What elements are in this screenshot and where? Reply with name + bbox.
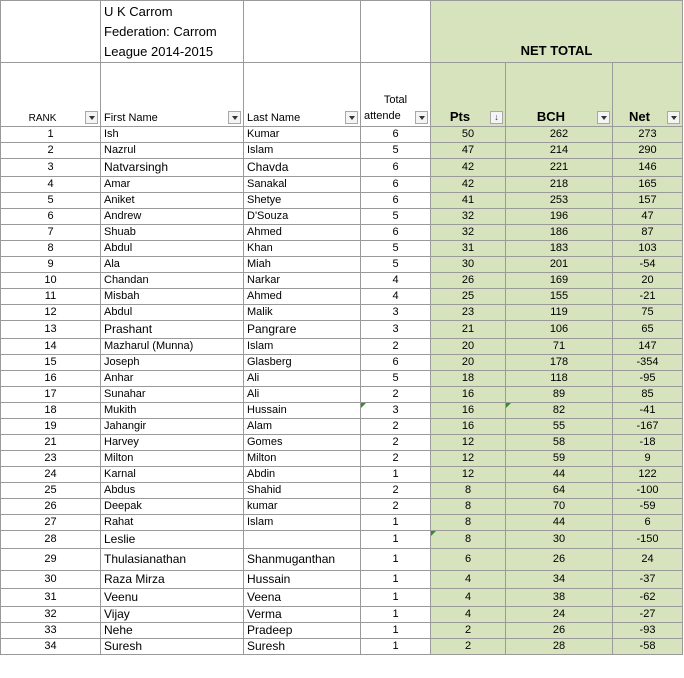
bch-cell[interactable]: 178 bbox=[506, 355, 613, 371]
net-cell[interactable]: -167 bbox=[613, 419, 683, 435]
last-name-cell[interactable]: Islam bbox=[244, 339, 361, 355]
attended-cell[interactable]: 4 bbox=[361, 273, 431, 289]
attended-cell[interactable]: 1 bbox=[361, 607, 431, 623]
last-name-cell[interactable]: Kumar bbox=[244, 127, 361, 143]
table-row bbox=[1, 607, 683, 623]
bch-filter-button[interactable] bbox=[597, 111, 610, 124]
pts-cell[interactable]: 16 bbox=[431, 387, 506, 403]
table-row bbox=[1, 355, 683, 371]
pts-cell[interactable]: 4 bbox=[431, 589, 506, 607]
first-name-cell[interactable]: Abdul bbox=[101, 241, 244, 257]
pts-cell[interactable]: 26 bbox=[431, 273, 506, 289]
last-name-cell[interactable]: Hussain bbox=[244, 403, 361, 419]
pts-cell[interactable]: 12 bbox=[431, 435, 506, 451]
first-name-header[interactable] bbox=[101, 63, 244, 127]
bch-cell[interactable]: 28 bbox=[506, 639, 613, 655]
pts-cell[interactable]: 31 bbox=[431, 241, 506, 257]
bch-cell[interactable]: 34 bbox=[506, 571, 613, 589]
table-row bbox=[1, 589, 683, 607]
first-name-cell[interactable]: Milton bbox=[101, 451, 244, 467]
rank-cell[interactable]: 23 bbox=[1, 451, 101, 467]
bch-cell[interactable]: 169 bbox=[506, 273, 613, 289]
pts-cell[interactable]: 8 bbox=[431, 531, 506, 549]
bch-cell[interactable]: 218 bbox=[506, 177, 613, 193]
last-name-cell[interactable]: Milton bbox=[244, 451, 361, 467]
bch-cell[interactable]: 26 bbox=[506, 623, 613, 639]
net-cell[interactable]: -100 bbox=[613, 483, 683, 499]
rank-cell[interactable]: 30 bbox=[1, 571, 101, 589]
attended-cell[interactable]: 2 bbox=[361, 483, 431, 499]
bch-cell[interactable]: 70 bbox=[506, 499, 613, 515]
bch-cell[interactable]: 44 bbox=[506, 515, 613, 531]
last-name-cell[interactable]: D'Souza bbox=[244, 209, 361, 225]
pts-sort-filter-button[interactable] bbox=[490, 111, 503, 124]
rank-cell[interactable]: 26 bbox=[1, 499, 101, 515]
attended-cell[interactable]: 2 bbox=[361, 435, 431, 451]
bch-header-label: BCH bbox=[536, 109, 566, 124]
rank-cell[interactable]: 34 bbox=[1, 639, 101, 655]
bch-cell[interactable]: 262 bbox=[506, 127, 613, 143]
pts-cell[interactable]: 8 bbox=[431, 483, 506, 499]
attended-cell[interactable]: 5 bbox=[361, 209, 431, 225]
last-name-cell[interactable]: kumar bbox=[244, 499, 361, 515]
pts-cell[interactable]: 12 bbox=[431, 451, 506, 467]
first-name-cell[interactable]: Rahat bbox=[101, 515, 244, 531]
first-name-cell[interactable]: Anhar bbox=[101, 371, 244, 387]
attended-cell[interactable]: 2 bbox=[361, 419, 431, 435]
rank-cell[interactable]: 16 bbox=[1, 371, 101, 387]
title-blank-cell[interactable] bbox=[1, 1, 101, 63]
last-name-cell[interactable]: Shanmuganthan bbox=[244, 549, 361, 571]
rank-cell[interactable]: 10 bbox=[1, 273, 101, 289]
dropdown-arrow-icon bbox=[89, 116, 95, 120]
pts-cell[interactable]: 8 bbox=[431, 499, 506, 515]
attended-cell[interactable]: 1 bbox=[361, 571, 431, 589]
rank-cell[interactable]: 5 bbox=[1, 193, 101, 209]
comment-indicator-icon bbox=[431, 531, 436, 536]
attended-cell[interactable]: 1 bbox=[361, 531, 431, 549]
bch-cell[interactable]: 221 bbox=[506, 159, 613, 177]
table-row bbox=[1, 435, 683, 451]
attended-cell[interactable]: 2 bbox=[361, 451, 431, 467]
rank-cell[interactable]: 33 bbox=[1, 623, 101, 639]
last-name-cell[interactable]: Hussain bbox=[244, 571, 361, 589]
table-row bbox=[1, 257, 683, 273]
bch-cell[interactable]: 214 bbox=[506, 143, 613, 159]
net-cell[interactable]: 47 bbox=[613, 209, 683, 225]
sort-descending-icon: ↓ bbox=[494, 112, 499, 122]
net-cell[interactable]: 87 bbox=[613, 225, 683, 241]
last-name-cell[interactable]: Islam bbox=[244, 515, 361, 531]
last-name-cell[interactable]: Miah bbox=[244, 257, 361, 273]
first-name-cell[interactable]: Joseph bbox=[101, 355, 244, 371]
attended-cell[interactable]: 6 bbox=[361, 193, 431, 209]
first-name-cell[interactable]: Natvarsingh bbox=[101, 159, 244, 177]
last-name-cell[interactable]: Khan bbox=[244, 241, 361, 257]
last-name-cell[interactable]: Pangrare bbox=[244, 321, 361, 339]
last-name-cell[interactable]: Sanakal bbox=[244, 177, 361, 193]
first-name-cell[interactable]: Abdus bbox=[101, 483, 244, 499]
attended-header-line2: attende bbox=[364, 110, 401, 122]
bch-cell[interactable]: 38 bbox=[506, 589, 613, 607]
pts-cell[interactable]: 47 bbox=[431, 143, 506, 159]
bch-cell[interactable]: 71 bbox=[506, 339, 613, 355]
first-name-cell[interactable]: Raza Mirza bbox=[101, 571, 244, 589]
rank-header[interactable] bbox=[1, 63, 101, 127]
table-row bbox=[1, 451, 683, 467]
bch-cell[interactable]: 119 bbox=[506, 305, 613, 321]
comment-indicator-icon bbox=[361, 403, 366, 408]
attended-cell[interactable]: 6 bbox=[361, 355, 431, 371]
bch-header[interactable] bbox=[506, 63, 613, 127]
first-name-cell[interactable]: Ish bbox=[101, 127, 244, 143]
pts-cell[interactable]: 41 bbox=[431, 193, 506, 209]
first-name-cell[interactable]: Veenu bbox=[101, 589, 244, 607]
pts-header[interactable] bbox=[431, 63, 506, 127]
table-row bbox=[1, 241, 683, 257]
pts-cell[interactable]: 2 bbox=[431, 623, 506, 639]
attended-cell[interactable]: 6 bbox=[361, 225, 431, 241]
bch-cell[interactable]: 59 bbox=[506, 451, 613, 467]
first-name-cell[interactable]: Mazharul (Munna) bbox=[101, 339, 244, 355]
dropdown-arrow-icon bbox=[232, 116, 238, 120]
net-cell[interactable]: 146 bbox=[613, 159, 683, 177]
attended-cell[interactable]: 6 bbox=[361, 177, 431, 193]
net-cell[interactable]: 65 bbox=[613, 321, 683, 339]
table-row bbox=[1, 225, 683, 241]
rank-cell[interactable]: 1 bbox=[1, 127, 101, 143]
bch-cell[interactable]: 58 bbox=[506, 435, 613, 451]
net-filter-button[interactable] bbox=[667, 111, 680, 124]
pts-cell[interactable]: 32 bbox=[431, 225, 506, 241]
bch-cell[interactable]: 155 bbox=[506, 289, 613, 305]
table-row bbox=[1, 159, 683, 177]
bch-cell[interactable]: 89 bbox=[506, 387, 613, 403]
title-blank-cell[interactable] bbox=[361, 1, 431, 63]
table-row bbox=[1, 387, 683, 403]
rank-cell[interactable]: 27 bbox=[1, 515, 101, 531]
table-row bbox=[1, 127, 683, 143]
first-name-cell[interactable]: Abdul bbox=[101, 305, 244, 321]
rank-cell[interactable]: 24 bbox=[1, 467, 101, 483]
net-cell[interactable]: 122 bbox=[613, 467, 683, 483]
first-name-cell[interactable]: Karnal bbox=[101, 467, 244, 483]
table-row bbox=[1, 571, 683, 589]
last-name-cell[interactable]: Pradeep bbox=[244, 623, 361, 639]
table-row bbox=[1, 321, 683, 339]
attended-cell[interactable]: 5 bbox=[361, 371, 431, 387]
attended-header-line1: Total bbox=[383, 94, 408, 106]
net-cell[interactable]: -150 bbox=[613, 531, 683, 549]
attended-cell[interactable]: 1 bbox=[361, 623, 431, 639]
first-name-cell[interactable]: Sunahar bbox=[101, 387, 244, 403]
table-row bbox=[1, 403, 683, 419]
first-name-cell[interactable]: Suresh bbox=[101, 639, 244, 655]
comment-indicator-icon bbox=[506, 403, 511, 408]
net-cell[interactable]: 20 bbox=[613, 273, 683, 289]
net-cell[interactable]: 24 bbox=[613, 549, 683, 571]
first-name-cell[interactable]: Chandan bbox=[101, 273, 244, 289]
first-name-cell[interactable]: Prashant bbox=[101, 321, 244, 339]
attended-cell[interactable]: 3 bbox=[361, 305, 431, 321]
rank-cell[interactable]: 13 bbox=[1, 321, 101, 339]
table-row bbox=[1, 177, 683, 193]
rank-cell[interactable]: 4 bbox=[1, 177, 101, 193]
bch-cell[interactable]: 44 bbox=[506, 467, 613, 483]
net-cell[interactable]: -93 bbox=[613, 623, 683, 639]
table-row bbox=[1, 515, 683, 531]
first-name-cell[interactable]: Mukith bbox=[101, 403, 244, 419]
net-cell[interactable]: 85 bbox=[613, 387, 683, 403]
table-row bbox=[1, 531, 683, 549]
attended-cell[interactable]: 1 bbox=[361, 549, 431, 571]
bch-cell[interactable]: 196 bbox=[506, 209, 613, 225]
title-row bbox=[1, 1, 683, 63]
net-cell[interactable]: -54 bbox=[613, 257, 683, 273]
net-cell[interactable]: -62 bbox=[613, 589, 683, 607]
bch-cell[interactable]: 201 bbox=[506, 257, 613, 273]
rank-cell[interactable]: 9 bbox=[1, 257, 101, 273]
attended-cell[interactable]: 2 bbox=[361, 339, 431, 355]
last-name-cell[interactable]: Suresh bbox=[244, 639, 361, 655]
bch-cell[interactable]: 55 bbox=[506, 419, 613, 435]
last-name-header-label: Last Name bbox=[247, 112, 301, 124]
rank-header-label: RANK bbox=[28, 113, 57, 124]
table-row bbox=[1, 549, 683, 571]
first-name-cell[interactable]: Aniket bbox=[101, 193, 244, 209]
league-title[interactable]: U K Carrom Federation: Carrom League 2014-2015 bbox=[101, 1, 244, 63]
pts-cell[interactable]: 16 bbox=[431, 403, 506, 419]
last-name-cell[interactable]: Chavda bbox=[244, 159, 361, 177]
pts-cell[interactable]: 6 bbox=[431, 549, 506, 571]
pts-cell[interactable]: 4 bbox=[431, 607, 506, 623]
rank-cell[interactable]: 19 bbox=[1, 419, 101, 435]
attended-header[interactable] bbox=[361, 63, 431, 127]
last-name-cell[interactable]: Ali bbox=[244, 387, 361, 403]
bch-cell[interactable]: 253 bbox=[506, 193, 613, 209]
rank-cell[interactable]: 15 bbox=[1, 355, 101, 371]
first-name-cell[interactable]: Andrew bbox=[101, 209, 244, 225]
first-name-cell[interactable]: Ala bbox=[101, 257, 244, 273]
attended-cell[interactable]: 2 bbox=[361, 387, 431, 403]
last-name-cell[interactable]: Narkar bbox=[244, 273, 361, 289]
rank-cell[interactable]: 11 bbox=[1, 289, 101, 305]
first-name-cell[interactable]: Harvey bbox=[101, 435, 244, 451]
first-name-cell[interactable]: Nazrul bbox=[101, 143, 244, 159]
dropdown-arrow-icon bbox=[601, 116, 607, 120]
table-row bbox=[1, 193, 683, 209]
last-name-cell[interactable]: Veena bbox=[244, 589, 361, 607]
attended-cell[interactable]: 6 bbox=[361, 159, 431, 177]
net-cell[interactable]: 165 bbox=[613, 177, 683, 193]
pts-cell[interactable]: 42 bbox=[431, 177, 506, 193]
attended-cell[interactable]: 3 bbox=[361, 403, 431, 419]
pts-cell[interactable]: 30 bbox=[431, 257, 506, 273]
last-name-cell[interactable]: Gomes bbox=[244, 435, 361, 451]
pts-cell[interactable]: 25 bbox=[431, 289, 506, 305]
rank-cell[interactable]: 32 bbox=[1, 607, 101, 623]
bch-cell[interactable]: 24 bbox=[506, 607, 613, 623]
rank-cell[interactable]: 14 bbox=[1, 339, 101, 355]
pts-cell[interactable]: 50 bbox=[431, 127, 506, 143]
net-cell[interactable]: -18 bbox=[613, 435, 683, 451]
dropdown-arrow-icon bbox=[671, 116, 677, 120]
bch-cell[interactable]: 183 bbox=[506, 241, 613, 257]
attended-cell[interactable]: 2 bbox=[361, 499, 431, 515]
table-row bbox=[1, 305, 683, 321]
rank-cell[interactable]: 25 bbox=[1, 483, 101, 499]
rank-cell[interactable]: 29 bbox=[1, 549, 101, 571]
net-cell[interactable]: -59 bbox=[613, 499, 683, 515]
table-row bbox=[1, 483, 683, 499]
rank-cell[interactable]: 12 bbox=[1, 305, 101, 321]
attended-cell[interactable]: 6 bbox=[361, 127, 431, 143]
table-row bbox=[1, 467, 683, 483]
attended-cell[interactable]: 5 bbox=[361, 143, 431, 159]
net-cell[interactable]: -21 bbox=[613, 289, 683, 305]
last-name-cell[interactable]: Glasberg bbox=[244, 355, 361, 371]
pts-cell[interactable]: 2 bbox=[431, 639, 506, 655]
attended-cell[interactable]: 3 bbox=[361, 321, 431, 339]
attended-cell[interactable]: 1 bbox=[361, 467, 431, 483]
bch-cell[interactable]: 64 bbox=[506, 483, 613, 499]
first-name-header-label: First Name bbox=[104, 112, 158, 124]
bch-cell[interactable]: 82 bbox=[506, 403, 613, 419]
pts-cell[interactable]: 42 bbox=[431, 159, 506, 177]
last-name-filter-button[interactable] bbox=[345, 111, 358, 124]
table-row bbox=[1, 143, 683, 159]
last-name-cell[interactable]: Ahmed bbox=[244, 225, 361, 241]
table-row bbox=[1, 273, 683, 289]
rank-cell[interactable]: 28 bbox=[1, 531, 101, 549]
net-cell[interactable]: 103 bbox=[613, 241, 683, 257]
table-row bbox=[1, 289, 683, 305]
pts-cell[interactable]: 20 bbox=[431, 355, 506, 371]
first-name-cell[interactable]: Deepak bbox=[101, 499, 244, 515]
table-row bbox=[1, 499, 683, 515]
net-cell[interactable]: 9 bbox=[613, 451, 683, 467]
net-cell[interactable]: 157 bbox=[613, 193, 683, 209]
pts-header-label: Pts bbox=[449, 109, 471, 124]
attended-cell[interactable]: 1 bbox=[361, 515, 431, 531]
header-row bbox=[1, 63, 683, 127]
dropdown-arrow-icon bbox=[349, 116, 355, 120]
rank-cell[interactable]: 2 bbox=[1, 143, 101, 159]
net-header[interactable] bbox=[613, 63, 683, 127]
pts-cell[interactable]: 32 bbox=[431, 209, 506, 225]
pts-cell[interactable]: 4 bbox=[431, 571, 506, 589]
bch-cell[interactable]: 118 bbox=[506, 371, 613, 387]
rank-cell[interactable]: 6 bbox=[1, 209, 101, 225]
net-cell[interactable]: -58 bbox=[613, 639, 683, 655]
last-name-cell[interactable]: Malik bbox=[244, 305, 361, 321]
rank-cell[interactable]: 3 bbox=[1, 159, 101, 177]
table-row bbox=[1, 623, 683, 639]
first-name-cell[interactable]: Thulasianathan bbox=[101, 549, 244, 571]
rank-filter-button[interactable] bbox=[85, 111, 98, 124]
pts-cell[interactable]: 21 bbox=[431, 321, 506, 339]
first-name-cell[interactable]: Misbah bbox=[101, 289, 244, 305]
net-cell[interactable]: 290 bbox=[613, 143, 683, 159]
first-name-cell[interactable]: Shuab bbox=[101, 225, 244, 241]
net-cell[interactable]: -41 bbox=[613, 403, 683, 419]
dropdown-arrow-icon bbox=[419, 116, 425, 120]
bch-cell[interactable]: 106 bbox=[506, 321, 613, 339]
first-name-cell[interactable]: Leslie bbox=[101, 531, 244, 549]
last-name-cell[interactable]: Ali bbox=[244, 371, 361, 387]
attended-cell[interactable]: 5 bbox=[361, 257, 431, 273]
title-blank-cell[interactable] bbox=[244, 1, 361, 63]
net-cell[interactable]: -27 bbox=[613, 607, 683, 623]
last-name-cell[interactable]: Abdin bbox=[244, 467, 361, 483]
last-name-cell[interactable]: Shahid bbox=[244, 483, 361, 499]
net-cell[interactable]: 273 bbox=[613, 127, 683, 143]
rank-cell[interactable]: 31 bbox=[1, 589, 101, 607]
attended-cell[interactable]: 4 bbox=[361, 289, 431, 305]
rank-cell[interactable]: 21 bbox=[1, 435, 101, 451]
net-cell[interactable]: -37 bbox=[613, 571, 683, 589]
pts-cell[interactable]: 18 bbox=[431, 371, 506, 387]
attended-filter-button[interactable] bbox=[415, 111, 428, 124]
attended-cell[interactable]: 1 bbox=[361, 639, 431, 655]
table-row bbox=[1, 209, 683, 225]
last-name-cell[interactable]: Shetye bbox=[244, 193, 361, 209]
pts-cell[interactable]: 23 bbox=[431, 305, 506, 321]
table-row bbox=[1, 339, 683, 355]
rank-cell[interactable]: 8 bbox=[1, 241, 101, 257]
table-row bbox=[1, 639, 683, 655]
net-cell[interactable]: 6 bbox=[613, 515, 683, 531]
bch-cell[interactable]: 186 bbox=[506, 225, 613, 241]
bch-cell[interactable]: 30 bbox=[506, 531, 613, 549]
pts-cell[interactable]: 16 bbox=[431, 419, 506, 435]
net-header-label: Net bbox=[629, 109, 650, 124]
last-name-header[interactable] bbox=[244, 63, 361, 127]
last-name-cell[interactable]: Ahmed bbox=[244, 289, 361, 305]
attended-cell[interactable]: 5 bbox=[361, 241, 431, 257]
last-name-cell[interactable] bbox=[244, 531, 361, 549]
first-name-cell[interactable]: Jahangir bbox=[101, 419, 244, 435]
rank-cell[interactable]: 18 bbox=[1, 403, 101, 419]
first-name-cell[interactable]: Vijay bbox=[101, 607, 244, 623]
table-row bbox=[1, 371, 683, 387]
net-cell[interactable]: 75 bbox=[613, 305, 683, 321]
pts-cell[interactable]: 20 bbox=[431, 339, 506, 355]
pts-cell[interactable]: 12 bbox=[431, 467, 506, 483]
last-name-cell[interactable]: Islam bbox=[244, 143, 361, 159]
net-cell[interactable]: -354 bbox=[613, 355, 683, 371]
attended-cell[interactable]: 1 bbox=[361, 589, 431, 607]
pts-cell[interactable]: 8 bbox=[431, 515, 506, 531]
first-name-cell[interactable]: Nehe bbox=[101, 623, 244, 639]
rank-cell[interactable]: 7 bbox=[1, 225, 101, 241]
net-total-label[interactable]: NET TOTAL bbox=[431, 1, 683, 63]
last-name-cell[interactable]: Verma bbox=[244, 607, 361, 623]
bch-cell[interactable]: 26 bbox=[506, 549, 613, 571]
net-cell[interactable]: 147 bbox=[613, 339, 683, 355]
first-name-filter-button[interactable] bbox=[228, 111, 241, 124]
rank-cell[interactable]: 17 bbox=[1, 387, 101, 403]
last-name-cell[interactable]: Alam bbox=[244, 419, 361, 435]
first-name-cell[interactable]: Amar bbox=[101, 177, 244, 193]
table-row bbox=[1, 419, 683, 435]
net-cell[interactable]: -95 bbox=[613, 371, 683, 387]
